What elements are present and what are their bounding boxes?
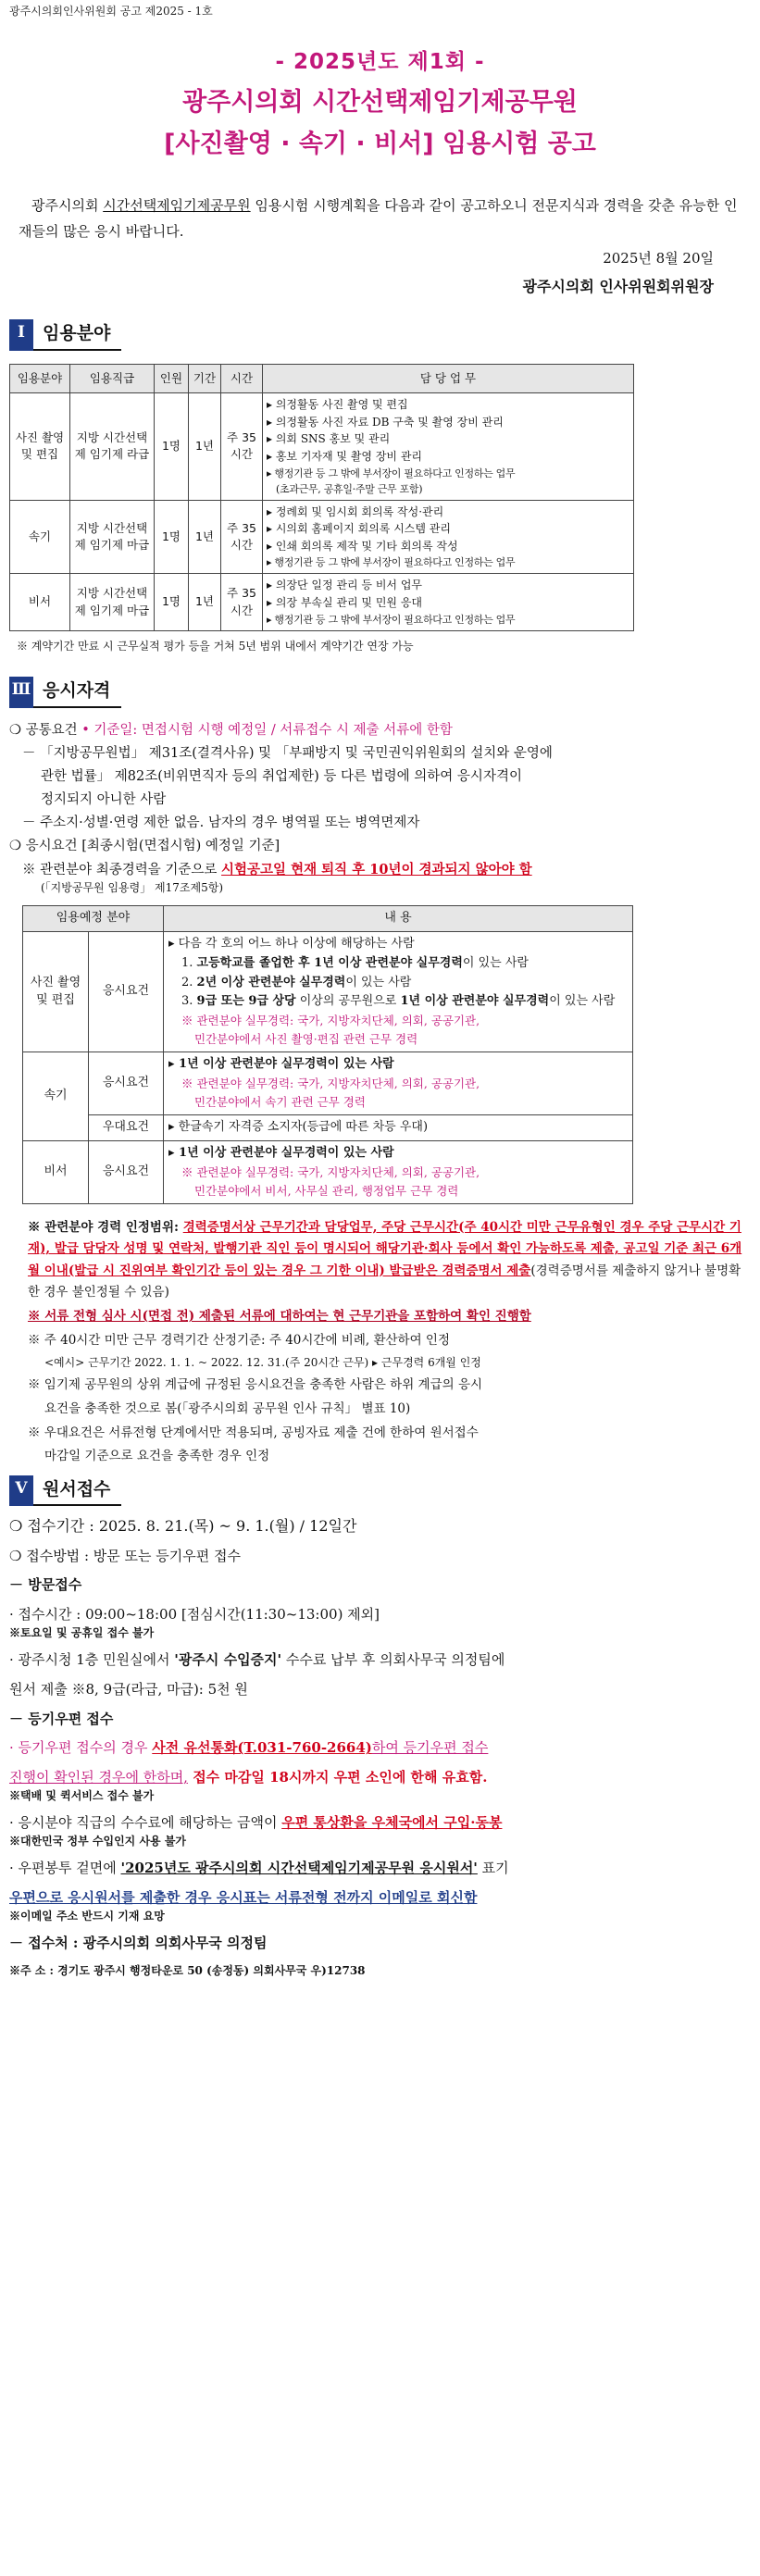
law-line: 관한 법률」 제82조(비위면직자 등의 취업제한) 등 다른 법령에 의하여 응시자격이: [41, 768, 522, 784]
section-number: Ⅲ: [9, 677, 33, 708]
col-header: 시간: [221, 365, 263, 393]
law-line: － 「지방공무원법」 제31조(결격사유) 및 「부패방지 및 국민권익위원회의 설치와 운영에: [22, 745, 553, 761]
application-body: [9, 1515, 751, 1979]
mail-line-cont: 진행이 확인된 경우에 한하며, 접수 마감일 18시까지 우편 소인에 한해 유효함.: [9, 1769, 488, 1786]
table-row: [10, 393, 634, 500]
law-line: 정지되지 아니한 사람: [41, 791, 167, 807]
section-header-positions: [9, 319, 751, 351]
cell-requirements: ▸ 1년 이상 관련분야 실무경력이 있는 사람 ※ 관련분야 실무경력: 국가, 지방자치단체, 의회, 공공기관, 민간분야에서 비서, 사무실 관리, 행정업무 근무 경력: [164, 1140, 633, 1203]
cell-count: 1명: [155, 574, 189, 630]
visit-note: ※토요일 및 공휴일 접수 불가: [9, 1625, 155, 1639]
cell-hours: 주 35시간: [221, 393, 263, 500]
visit-fee-cont: 원서 제출 ※8, 9급(라급, 마급): 5천 원: [9, 1680, 248, 1698]
mail-note: ※택배 및 퀵서비스 접수 불가: [9, 1788, 155, 1802]
note-higher-grade-cont: 요건을 충족한 것으로 봄(「광주시의회 공무원 인사 규칙」 별표 10): [44, 1400, 411, 1416]
office-address: ※주 소 : 경기도 광주시 행정타운로 50 (송정동) 의회사무국 우)12738: [9, 1964, 366, 1978]
table-row: [23, 931, 633, 1052]
cell-grade: 지방 시간선택제 임기제 마급: [70, 500, 155, 574]
section-title: 원서접수: [33, 1475, 121, 1507]
cell-field: 비서: [10, 574, 70, 630]
col-header: 인원: [155, 365, 189, 393]
table-row: [23, 1140, 633, 1203]
table-row: [10, 574, 634, 630]
cell-field: 사진 촬영 및 편집: [10, 393, 70, 500]
title-block: [9, 47, 751, 162]
envelope-line: · 우편봉투 겉면에 '2025년도 광주시의회 시간선택제임기제공무원 응시원서' 표기: [9, 1860, 509, 1877]
col-header: 임용분야: [10, 365, 70, 393]
cell-label: 응시요건: [89, 931, 164, 1052]
requirements-ref: (「지방공무원 임용령」 제17조제5항): [41, 880, 224, 894]
notice-number: 광주시의회인사위원회 공고 제2025 - 1호: [9, 5, 213, 18]
fee-line: · 응시분야 직급의 수수료에 해당하는 금액이 우편 통상환을 우체국에서 구입·동봉: [9, 1814, 503, 1832]
section-number: Ⅴ: [9, 1475, 33, 1507]
cell-requirements: ▸ 1년 이상 관련분야 실무경력이 있는 사람 ※ 관련분야 실무경력: 국가, 지방자치단체, 의회, 공공기관, 민간분야에서 속기 관련 근무 경력: [164, 1052, 633, 1115]
col-header: 임용예정 분야: [23, 906, 164, 932]
cell-duties: ▸ 의장단 일정 관리 등 비서 업무 ▸ 의장 부속실 관리 및 민원 응대 ▸ 행정기관 등 그 밖에 부서장이 필요하다고 인정하는 업무: [263, 574, 634, 630]
visit-time: · 접수시간 : 09:00~18:00 [점심시간(11:30~13:00) 제외]: [9, 1606, 380, 1623]
cell-duties: ▸ 의정활동 사진 촬영 및 편집 ▸ 의정활동 사진 자료 DB 구축 및 촬영 장비 관리 ▸ 의회 SNS 홍보 및 관리 ▸ 홍보 기자재 및 촬영 장비 관리 ▸ 행정기관 등 그 밖에 부서장이 필요하다고 인정하는 업무 (초과근무, 공휴일·주말 근무 포함): [263, 393, 634, 500]
notice-date: 2025년 8월 20일: [603, 249, 714, 267]
envelope-line-cont: 우편으로 응시원서를 제출한 경우 응시표는 서류전형 전까지 이메일로 회신함: [9, 1889, 478, 1907]
cell-period: 1년: [189, 393, 221, 500]
common-standard: • 기준일: 면접시험 시행 예정일 / 서류접수 시 제출 서류에 한함: [81, 722, 453, 738]
residence-line: － 주소지·성별·연령 제한 없음. 남자의 경우 병역필 또는 병역면제자: [22, 815, 420, 830]
issuer: 광주시의회 인사위원회위원장: [522, 278, 714, 296]
cell-label: 우대요건: [89, 1114, 164, 1140]
qualifications-table: [22, 905, 633, 1203]
cell-grade: 지방 시간선택제 임기제 마급: [70, 574, 155, 630]
note-preference-cont: 마감일 기준으로 요건을 충족한 경우 인정: [44, 1449, 270, 1464]
note-hours-calc: ※ 주 40시간 미만 근무 경력기간 산정기준: 주 40시간에 비례, 환산하여 인정: [28, 1332, 451, 1348]
intro-paragraph: 광주시의회 시간선택제임기제공무원 임용시험 시행계획을 다음과 같이 공고하오니 전문지식과 경력을 갖춘 유능한 인재들의 많은 응시 바랍니다.: [19, 197, 738, 240]
cell-requirements: ▸ 다음 각 호의 어느 하나 이상에 해당하는 사람 1. 고등학교를 졸업한 후 1년 이상 관련분야 실무경력이 있는 사람 2. 2년 이상 관련분야 실무경력이 있는 사람 3. 9급 또는 9급 상당 이상의 공무원으로 1년 이상 관련분야 실무경력이 있는 사람 ※ 관련분야 실무경력: 국가, 지방자치단체, 의회, 공공기관, 민간분야에서 사진 촬영·편집 관련 근무 경력: [164, 931, 633, 1052]
table-row: [23, 1052, 633, 1115]
office-title: － 접수처 : 광주시의회 의회사무국 의정팀: [9, 1935, 268, 1952]
note-hours-example: <예시> 근무기간 2022. 1. 1. ~ 2022. 12. 31.(주 20시간 근무) ▸ 근무경력 6개월 인정: [44, 1356, 481, 1370]
qualification-notes: [28, 1217, 751, 1468]
note-document-review: ※ 서류 전형 심사 시(면접 전) 제출된 서류에 대하여는 현 근무기관을 포함하여 확인 진행함: [28, 1309, 531, 1325]
cell-period: 1년: [189, 500, 221, 574]
envelope-note: ※이메일 주소 반드시 기재 요망: [9, 1909, 165, 1923]
note-career-range: ※ 관련분야 경력 인정범위: 경력증명서상 근무기간과 담당업무, 주당 근무시간(주 40시간 미만 근무유형인 경우 주당 근무시간 기재), 발급 담당자 성명 및 연락처, 발행기관 직인 등이 명시되어 해당기관·회사 등에서 확인 가능하도록 제출, 공고일 기준 최근 6개월 이내(발급 시 진위여부 확인기간 등이 있는 경우 그 기한 이내) 발급받은 경력증명서 제출(경력증명서를 제출하지 않거나 불명확한 경우 불인정될 수 있음): [28, 1219, 742, 1300]
section-header-qualifications: [9, 677, 751, 708]
note-higher-grade: ※ 임기제 공무원의 상위 계급에 규정된 응시요건을 충족한 사람은 하위 계급의 응시: [28, 1377, 483, 1393]
cell-label: 응시요건: [89, 1140, 164, 1203]
visit-fee: · 광주시청 1층 민원실에서 '광주시 수입증지' 수수료 납부 후 의회사무국 의정팀에: [9, 1651, 505, 1669]
cell-label: 응시요건: [89, 1052, 164, 1115]
section-title: 임용분야: [33, 319, 121, 351]
table-row: [23, 1114, 633, 1140]
common-requirements: ❍ 공통요건 • 기준일: 면접시험 시행 예정일 / 서류접수 시 제출 서류에 한함: [9, 722, 453, 738]
fee-note: ※대한민국 정부 수입인지 사용 불가: [9, 1835, 187, 1848]
cell-field: 속기: [23, 1052, 89, 1141]
application-method: ❍ 접수방법 : 방문 또는 등기우편 접수: [9, 1547, 241, 1564]
table-row: [10, 500, 634, 574]
mail-title: － 등기우편 접수: [9, 1710, 114, 1727]
cell-preference: ▸ 한글속기 자격증 소지자(등급에 따른 차등 우대): [164, 1114, 633, 1140]
cell-field: 비서: [23, 1140, 89, 1203]
positions-table: [9, 364, 634, 631]
section-header-application: [9, 1475, 751, 1507]
cell-duties: ▸ 정례회 및 임시회 회의록 작성·관리 ▸ 시의회 홈페이지 회의록 시스템 관리 ▸ 인쇄 회의록 제작 및 기타 회의록 작성 ▸ 행정기관 등 그 밖에 부서장이 필요하다고 인정하는 업무: [263, 500, 634, 574]
cell-hours: 주 35시간: [221, 500, 263, 574]
application-period: ❍ 접수기간 : 2025. 8. 21.(목) ~ 9. 1.(월) / 12일간: [9, 1517, 357, 1536]
col-header: 임용직급: [70, 365, 155, 393]
title-round: - 2025년도 제1회 -: [275, 50, 485, 75]
visit-title: － 방문접수: [9, 1576, 82, 1594]
col-header: 내 용: [164, 906, 633, 932]
table-header-row: [23, 906, 633, 932]
col-header: 기간: [189, 365, 221, 393]
col-header: 담 당 업 무: [263, 365, 634, 393]
cell-field: 사진 촬영 및 편집: [23, 931, 89, 1052]
cell-period: 1년: [189, 574, 221, 630]
title-sub: [사진촬영 · 속기 · 비서] 임용시험 공고: [164, 129, 596, 158]
table-header-row: [10, 365, 634, 393]
intro-underlined: 시간선택제임기제공무원: [103, 197, 251, 215]
section-title: 응시자격: [33, 677, 121, 708]
requirements-note: ※ 관련분야 최종경력을 기준으로 시험공고일 현재 퇴직 후 10년이 경과되지 않아야 함: [22, 861, 532, 877]
title-main: 광주시의회 시간선택제임기제공무원: [182, 87, 578, 117]
cell-grade: 지방 시간선택제 임기제 라급: [70, 393, 155, 500]
cell-hours: 주 35시간: [221, 574, 263, 630]
requirements-title: ❍ 응시요건 [최종시험(면접시험) 예정일 기준]: [9, 838, 280, 853]
mail-line: · 등기우편 접수의 경우 사전 유선통화(T.031-760-2664)하여 등기우편 접수: [9, 1739, 489, 1757]
cell-field: 속기: [10, 500, 70, 574]
section-number: Ⅰ: [9, 319, 33, 351]
note-preference: ※ 우대요건은 서류전형 단계에서만 적용되며, 공빙자료 제출 건에 한하여 원서접수: [28, 1425, 479, 1440]
cell-count: 1명: [155, 500, 189, 574]
cell-count: 1명: [155, 393, 189, 500]
contract-note: ※ 계약기간 만료 시 근무실적 평가 등을 거쳐 5년 범위 내에서 계약기간 연장 가능: [17, 639, 414, 653]
